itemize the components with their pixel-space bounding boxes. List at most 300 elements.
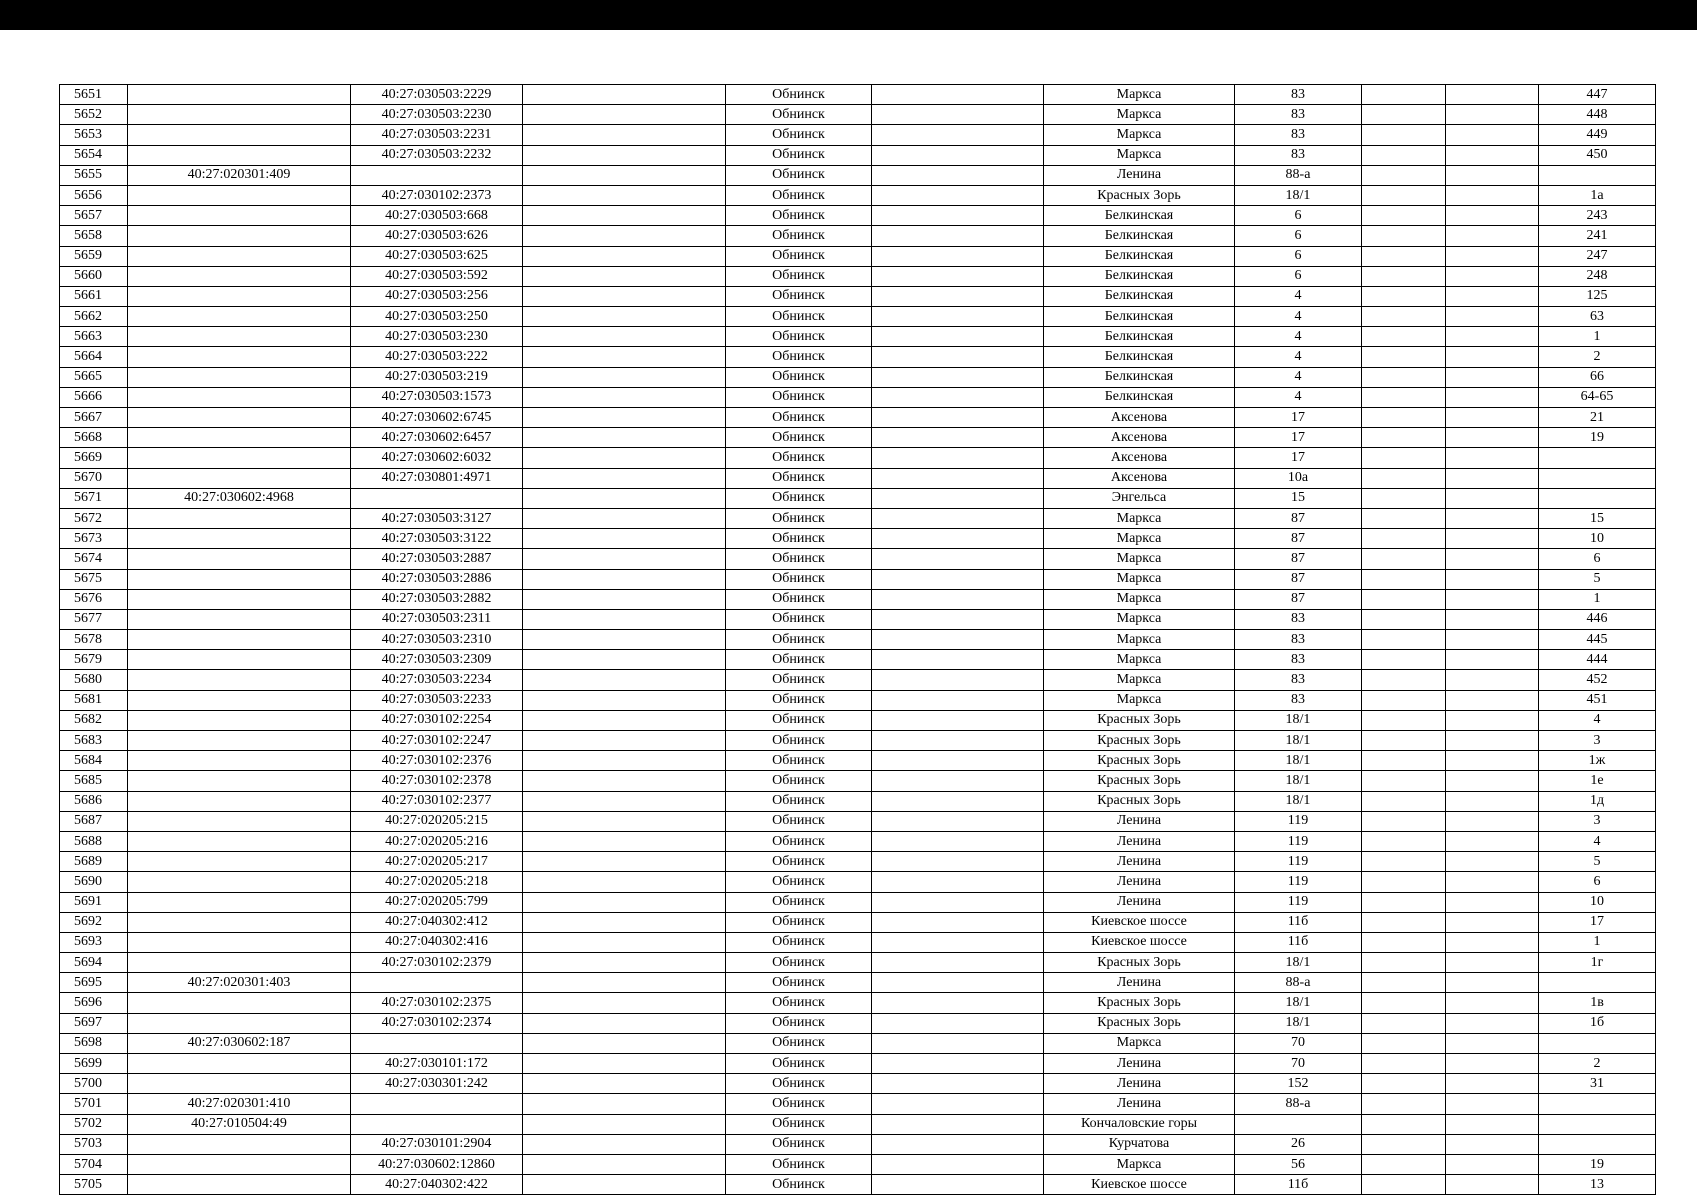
empty-cell: [1362, 993, 1446, 1013]
land-cadastral-number-cell: [128, 852, 351, 872]
row-number-cell: 5678: [60, 630, 128, 650]
empty-cell: [872, 246, 1044, 266]
street-cell: Красных Зорь: [1044, 751, 1235, 771]
table-row: [60, 872, 1656, 892]
street-cell: Красных Зорь: [1044, 953, 1235, 973]
empty-cell: [1446, 549, 1539, 569]
apartment-number-cell: 10: [1539, 892, 1656, 912]
city-cell: Обнинск: [726, 1054, 872, 1074]
empty-cell: [1362, 529, 1446, 549]
apartment-number-cell: 63: [1539, 307, 1656, 327]
empty-cell: [1446, 347, 1539, 367]
empty-cell: [523, 347, 726, 367]
street-cell: Ленина: [1044, 872, 1235, 892]
object-cadastral-number-cell: 40:27:030102:2254: [351, 710, 523, 730]
empty-cell: [1446, 831, 1539, 851]
apartment-number-cell: 248: [1539, 266, 1656, 286]
land-cadastral-number-cell: [128, 327, 351, 347]
empty-cell: [1446, 791, 1539, 811]
city-cell: Обнинск: [726, 710, 872, 730]
empty-cell: [523, 872, 726, 892]
apartment-number-cell: 4: [1539, 710, 1656, 730]
table-row: [60, 912, 1656, 932]
city-cell: Обнинск: [726, 771, 872, 791]
apartment-number-cell: [1539, 488, 1656, 508]
empty-cell: [1446, 448, 1539, 468]
city-cell: Обнинск: [726, 731, 872, 751]
empty-cell: [872, 387, 1044, 407]
row-number-cell: 5673: [60, 529, 128, 549]
land-cadastral-number-cell: [128, 1074, 351, 1094]
street-cell: Ленина: [1044, 852, 1235, 872]
house-number-cell: 4: [1235, 367, 1362, 387]
land-cadastral-number-cell: [128, 650, 351, 670]
row-number-cell: 5691: [60, 892, 128, 912]
land-cadastral-number-cell: [128, 387, 351, 407]
land-cadastral-number-cell: [128, 892, 351, 912]
apartment-number-cell: 241: [1539, 226, 1656, 246]
apartment-number-cell: 247: [1539, 246, 1656, 266]
land-cadastral-number-cell: [128, 609, 351, 629]
land-cadastral-number-cell: [128, 145, 351, 165]
empty-cell: [523, 488, 726, 508]
street-cell: Маркса: [1044, 1033, 1235, 1053]
empty-cell: [872, 1013, 1044, 1033]
land-cadastral-number-cell: [128, 791, 351, 811]
row-number-cell: 5686: [60, 791, 128, 811]
empty-cell: [1362, 468, 1446, 488]
apartment-number-cell: 19: [1539, 428, 1656, 448]
street-cell: Киевское шоссе: [1044, 932, 1235, 952]
land-cadastral-number-cell: [128, 872, 351, 892]
city-cell: Обнинск: [726, 529, 872, 549]
empty-cell: [1362, 165, 1446, 185]
city-cell: Обнинск: [726, 589, 872, 609]
row-number-cell: 5702: [60, 1114, 128, 1134]
apartment-number-cell: 31: [1539, 1074, 1656, 1094]
table-row: [60, 1134, 1656, 1154]
empty-cell: [872, 488, 1044, 508]
empty-cell: [872, 751, 1044, 771]
empty-cell: [872, 690, 1044, 710]
object-cadastral-number-cell: 40:27:030503:2886: [351, 569, 523, 589]
land-cadastral-number-cell: [128, 206, 351, 226]
empty-cell: [1446, 488, 1539, 508]
table-row: [60, 892, 1656, 912]
empty-cell: [872, 1094, 1044, 1114]
table-row: [60, 266, 1656, 286]
empty-cell: [1446, 165, 1539, 185]
object-cadastral-number-cell: 40:27:030503:2229: [351, 85, 523, 105]
empty-cell: [523, 1134, 726, 1154]
city-cell: Обнинск: [726, 690, 872, 710]
row-number-cell: 5668: [60, 428, 128, 448]
empty-cell: [1362, 1074, 1446, 1094]
empty-cell: [1446, 125, 1539, 145]
house-number-cell: 83: [1235, 650, 1362, 670]
street-cell: Маркса: [1044, 670, 1235, 690]
object-cadastral-number-cell: 40:27:030102:2379: [351, 953, 523, 973]
row-number-cell: 5688: [60, 831, 128, 851]
empty-cell: [1446, 266, 1539, 286]
empty-cell: [872, 85, 1044, 105]
empty-cell: [523, 408, 726, 428]
empty-cell: [523, 165, 726, 185]
city-cell: Обнинск: [726, 630, 872, 650]
land-cadastral-number-cell: 40:27:020301:403: [128, 973, 351, 993]
empty-cell: [1362, 307, 1446, 327]
city-cell: Обнинск: [726, 367, 872, 387]
table-row: [60, 529, 1656, 549]
house-number-cell: 87: [1235, 508, 1362, 528]
apartment-number-cell: 2: [1539, 347, 1656, 367]
row-number-cell: 5693: [60, 932, 128, 952]
house-number-cell: 4: [1235, 307, 1362, 327]
object-cadastral-number-cell: 40:27:030503:668: [351, 206, 523, 226]
house-number-cell: 83: [1235, 609, 1362, 629]
table-row: [60, 85, 1656, 105]
empty-cell: [1362, 973, 1446, 993]
land-cadastral-number-cell: [128, 1154, 351, 1174]
empty-cell: [1362, 1033, 1446, 1053]
empty-cell: [1446, 408, 1539, 428]
apartment-number-cell: 449: [1539, 125, 1656, 145]
row-number-cell: 5703: [60, 1134, 128, 1154]
empty-cell: [523, 892, 726, 912]
object-cadastral-number-cell: 40:27:020205:217: [351, 852, 523, 872]
house-number-cell: 4: [1235, 286, 1362, 306]
street-cell: Маркса: [1044, 690, 1235, 710]
table-row: [60, 1154, 1656, 1174]
empty-cell: [872, 892, 1044, 912]
object-cadastral-number-cell: 40:27:030503:2231: [351, 125, 523, 145]
empty-cell: [1446, 811, 1539, 831]
empty-cell: [1446, 1094, 1539, 1114]
street-cell: Энгельса: [1044, 488, 1235, 508]
street-cell: Маркса: [1044, 145, 1235, 165]
empty-cell: [523, 246, 726, 266]
table-row: [60, 145, 1656, 165]
apartment-number-cell: [1539, 1094, 1656, 1114]
apartment-number-cell: 444: [1539, 650, 1656, 670]
empty-cell: [872, 266, 1044, 286]
empty-cell: [1362, 710, 1446, 730]
apartment-number-cell: 15: [1539, 508, 1656, 528]
empty-cell: [872, 408, 1044, 428]
empty-cell: [1362, 85, 1446, 105]
city-cell: Обнинск: [726, 993, 872, 1013]
empty-cell: [1362, 630, 1446, 650]
empty-cell: [1362, 1175, 1446, 1195]
empty-cell: [1446, 630, 1539, 650]
land-cadastral-number-cell: [128, 751, 351, 771]
land-cadastral-number-cell: [128, 529, 351, 549]
empty-cell: [872, 105, 1044, 125]
table-row: [60, 105, 1656, 125]
empty-cell: [1446, 609, 1539, 629]
city-cell: Обнинск: [726, 266, 872, 286]
empty-cell: [1362, 1114, 1446, 1134]
street-cell: Маркса: [1044, 630, 1235, 650]
city-cell: Обнинск: [726, 145, 872, 165]
city-cell: Обнинск: [726, 408, 872, 428]
empty-cell: [523, 670, 726, 690]
row-number-cell: 5682: [60, 710, 128, 730]
row-number-cell: 5699: [60, 1054, 128, 1074]
street-cell: Маркса: [1044, 125, 1235, 145]
table-row: [60, 953, 1656, 973]
apartment-number-cell: [1539, 165, 1656, 185]
street-cell: Белкинская: [1044, 266, 1235, 286]
row-number-cell: 5666: [60, 387, 128, 407]
land-cadastral-number-cell: [128, 912, 351, 932]
apartment-number-cell: 19: [1539, 1154, 1656, 1174]
house-number-cell: 18/1: [1235, 771, 1362, 791]
empty-cell: [1362, 387, 1446, 407]
empty-cell: [872, 1154, 1044, 1174]
object-cadastral-number-cell: 40:27:030602:6745: [351, 408, 523, 428]
empty-cell: [872, 529, 1044, 549]
object-cadastral-number-cell: 40:27:030503:625: [351, 246, 523, 266]
apartment-number-cell: 1: [1539, 932, 1656, 952]
row-number-cell: 5654: [60, 145, 128, 165]
empty-cell: [1446, 690, 1539, 710]
empty-cell: [1362, 488, 1446, 508]
row-number-cell: 5651: [60, 85, 128, 105]
land-cadastral-number-cell: [128, 508, 351, 528]
table-row: [60, 408, 1656, 428]
table-row: [60, 347, 1656, 367]
land-cadastral-number-cell: [128, 1013, 351, 1033]
city-cell: Обнинск: [726, 872, 872, 892]
row-number-cell: 5705: [60, 1175, 128, 1195]
empty-cell: [523, 226, 726, 246]
city-cell: Обнинск: [726, 670, 872, 690]
street-cell: Аксенова: [1044, 468, 1235, 488]
street-cell: Белкинская: [1044, 246, 1235, 266]
city-cell: Обнинск: [726, 1033, 872, 1053]
land-cadastral-number-cell: [128, 185, 351, 205]
empty-cell: [1362, 1013, 1446, 1033]
house-number-cell: 83: [1235, 105, 1362, 125]
house-number-cell: 119: [1235, 831, 1362, 851]
document-page: [59, 84, 1655, 1195]
land-cadastral-number-cell: [128, 266, 351, 286]
apartment-number-cell: 3: [1539, 731, 1656, 751]
table-row: [60, 1054, 1656, 1074]
row-number-cell: 5667: [60, 408, 128, 428]
row-number-cell: 5696: [60, 993, 128, 1013]
table-row: [60, 246, 1656, 266]
empty-cell: [1362, 912, 1446, 932]
row-number-cell: 5681: [60, 690, 128, 710]
table-row: [60, 488, 1656, 508]
apartment-number-cell: [1539, 1114, 1656, 1134]
empty-cell: [872, 206, 1044, 226]
object-cadastral-number-cell: 40:27:030503:3122: [351, 529, 523, 549]
empty-cell: [1446, 852, 1539, 872]
land-cadastral-number-cell: [128, 630, 351, 650]
city-cell: Обнинск: [726, 1114, 872, 1134]
table-row: [60, 811, 1656, 831]
apartment-number-cell: 6: [1539, 549, 1656, 569]
row-number-cell: 5671: [60, 488, 128, 508]
empty-cell: [1446, 932, 1539, 952]
house-number-cell: 18/1: [1235, 731, 1362, 751]
table-body: [60, 85, 1656, 1195]
table-row: [60, 549, 1656, 569]
empty-cell: [523, 609, 726, 629]
table-row: [60, 428, 1656, 448]
empty-cell: [523, 327, 726, 347]
city-cell: Обнинск: [726, 569, 872, 589]
empty-cell: [523, 85, 726, 105]
object-cadastral-number-cell: 40:27:030801:4971: [351, 468, 523, 488]
empty-cell: [1362, 125, 1446, 145]
empty-cell: [1446, 226, 1539, 246]
city-cell: Обнинск: [726, 508, 872, 528]
empty-cell: [523, 529, 726, 549]
city-cell: Обнинск: [726, 1134, 872, 1154]
empty-cell: [1446, 327, 1539, 347]
row-number-cell: 5677: [60, 609, 128, 629]
table-row: [60, 751, 1656, 771]
empty-cell: [523, 1175, 726, 1195]
empty-cell: [523, 993, 726, 1013]
apartment-number-cell: 6: [1539, 872, 1656, 892]
empty-cell: [1362, 246, 1446, 266]
apartment-number-cell: 3: [1539, 811, 1656, 831]
table-row: [60, 670, 1656, 690]
row-number-cell: 5663: [60, 327, 128, 347]
table-row: [60, 831, 1656, 851]
apartment-number-cell: 1в: [1539, 993, 1656, 1013]
street-cell: Ленина: [1044, 973, 1235, 993]
house-number-cell: 83: [1235, 85, 1362, 105]
street-cell: Аксенова: [1044, 428, 1235, 448]
empty-cell: [1362, 1094, 1446, 1114]
street-cell: Маркса: [1044, 549, 1235, 569]
street-cell: Красных Зорь: [1044, 993, 1235, 1013]
row-number-cell: 5674: [60, 549, 128, 569]
row-number-cell: 5659: [60, 246, 128, 266]
street-cell: Маркса: [1044, 105, 1235, 125]
empty-cell: [523, 831, 726, 851]
empty-cell: [1362, 226, 1446, 246]
object-cadastral-number-cell: 40:27:030503:2233: [351, 690, 523, 710]
table-row: [60, 508, 1656, 528]
house-number-cell: 17: [1235, 408, 1362, 428]
land-cadastral-number-cell: [128, 1054, 351, 1074]
house-number-cell: [1235, 1114, 1362, 1134]
row-number-cell: 5670: [60, 468, 128, 488]
empty-cell: [872, 1074, 1044, 1094]
house-number-cell: 6: [1235, 246, 1362, 266]
object-cadastral-number-cell: [351, 1033, 523, 1053]
city-cell: Обнинск: [726, 973, 872, 993]
empty-cell: [523, 690, 726, 710]
empty-cell: [872, 993, 1044, 1013]
city-cell: Обнинск: [726, 226, 872, 246]
empty-cell: [1362, 892, 1446, 912]
street-cell: Белкинская: [1044, 347, 1235, 367]
land-cadastral-number-cell: [128, 1175, 351, 1195]
empty-cell: [872, 912, 1044, 932]
object-cadastral-number-cell: 40:27:030503:222: [351, 347, 523, 367]
table-row: [60, 448, 1656, 468]
city-cell: Обнинск: [726, 125, 872, 145]
house-number-cell: 6: [1235, 226, 1362, 246]
empty-cell: [1362, 266, 1446, 286]
empty-cell: [1362, 872, 1446, 892]
empty-cell: [1362, 670, 1446, 690]
apartment-number-cell: 452: [1539, 670, 1656, 690]
row-number-cell: 5701: [60, 1094, 128, 1114]
street-cell: Маркса: [1044, 589, 1235, 609]
empty-cell: [872, 932, 1044, 952]
city-cell: Обнинск: [726, 1094, 872, 1114]
table-row: [60, 1074, 1656, 1094]
land-cadastral-number-cell: [128, 408, 351, 428]
object-cadastral-number-cell: 40:27:020205:216: [351, 831, 523, 851]
house-number-cell: 18/1: [1235, 185, 1362, 205]
row-number-cell: 5692: [60, 912, 128, 932]
empty-cell: [1446, 710, 1539, 730]
land-cadastral-number-cell: [128, 367, 351, 387]
object-cadastral-number-cell: 40:27:030102:2247: [351, 731, 523, 751]
empty-cell: [1446, 1074, 1539, 1094]
row-number-cell: 5687: [60, 811, 128, 831]
empty-cell: [1446, 1134, 1539, 1154]
empty-cell: [872, 145, 1044, 165]
object-cadastral-number-cell: 40:27:030503:2882: [351, 589, 523, 609]
empty-cell: [1446, 508, 1539, 528]
empty-cell: [523, 1074, 726, 1094]
apartment-number-cell: 5: [1539, 852, 1656, 872]
empty-cell: [523, 286, 726, 306]
empty-cell: [1446, 1054, 1539, 1074]
house-number-cell: 6: [1235, 206, 1362, 226]
empty-cell: [1362, 932, 1446, 952]
empty-cell: [1446, 650, 1539, 670]
empty-cell: [1362, 367, 1446, 387]
empty-cell: [872, 367, 1044, 387]
empty-cell: [1446, 1114, 1539, 1134]
empty-cell: [1362, 953, 1446, 973]
house-number-cell: 119: [1235, 892, 1362, 912]
empty-cell: [872, 226, 1044, 246]
empty-cell: [872, 771, 1044, 791]
table-row: [60, 731, 1656, 751]
empty-cell: [872, 831, 1044, 851]
apartment-number-cell: 447: [1539, 85, 1656, 105]
land-cadastral-number-cell: [128, 1134, 351, 1154]
house-number-cell: 87: [1235, 589, 1362, 609]
city-cell: Обнинск: [726, 347, 872, 367]
apartment-number-cell: 5: [1539, 569, 1656, 589]
street-cell: Белкинская: [1044, 206, 1235, 226]
object-cadastral-number-cell: 40:27:030102:2378: [351, 771, 523, 791]
empty-cell: [1446, 105, 1539, 125]
object-cadastral-number-cell: 40:27:030503:2309: [351, 650, 523, 670]
city-cell: Обнинск: [726, 650, 872, 670]
empty-cell: [1446, 892, 1539, 912]
city-cell: Обнинск: [726, 185, 872, 205]
house-number-cell: 18/1: [1235, 1013, 1362, 1033]
apartment-number-cell: 10: [1539, 529, 1656, 549]
row-number-cell: 5704: [60, 1154, 128, 1174]
empty-cell: [523, 145, 726, 165]
